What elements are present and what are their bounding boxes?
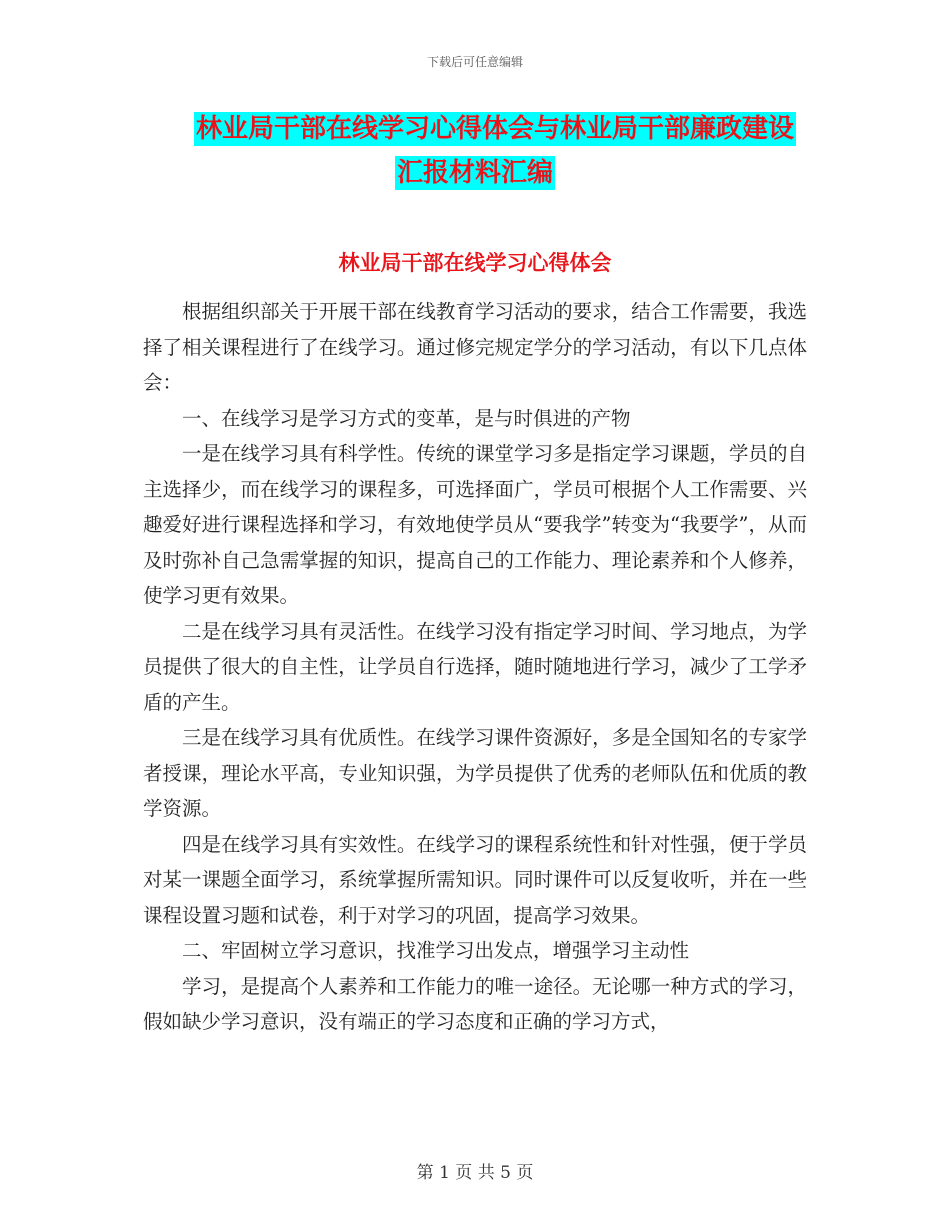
- paragraph: 四是在线学习具有实效性。在线学习的课程系统性和针对性强，便于学员对某一课题全面学习，系统掌握所需知识。同时课件可以反复收听，并在一些课程设置习题和试卷，利于对学习的巩固，提高学习效果。: [143, 832, 807, 927]
- page-header: 下载后可任意编辑: [426, 55, 523, 69]
- paragraph: 二是在线学习具有灵活性。在线学习没有指定学习时间、学习地点，为学员提供了很大的自主性，让学员自行选择，随时随地进行学习，减少了工学矛盾的产生。: [143, 619, 807, 714]
- paragraph: 一、在线学习是学习方式的变革，是与时俱进的产物: [182, 406, 631, 430]
- document-title-text-1: 林业局干部在线学习心得体会与林业局干部廉政建设: [195, 114, 794, 144]
- document-body: [143, 294, 807, 1040]
- paragraph: 二、牢固树立学习意识，找准学习出发点，增强学习主动性: [182, 939, 690, 962]
- document-title-line-1: [0, 112, 950, 146]
- page-footer: 第 1 页 共 5 页: [416, 1163, 534, 1183]
- document-title-line-2: [0, 156, 950, 190]
- paragraph: 一是在线学习具有科学性。传统的课堂学习多是指定学习课题，学员的自主选择少，而在线学习的课程多，可选择面广，学员可根据个人工作需要、兴趣爱好进行课程选择和学习，有效地使学员从“要我学”转变为“我要学”，从而及时弥补自己急需掌握的知识，提高自己的工作能力、理论素养和个人修养，使学习更有效果。: [143, 442, 807, 607]
- paragraph: 三是在线学习具有优质性。在线学习课件资源好，多是全国知名的专家学者授课，理论水平高，专业知识强，为学员提供了优秀的老师队伍和优质的教学资源。: [143, 726, 807, 820]
- paragraph: 根据组织部关于开展干部在线教育学习活动的要求，结合工作需要，我选择了相关课程进行了在线学习。通过修完规定学分的学习活动，有以下几点体会：: [143, 300, 807, 394]
- document-title-text-2: 汇报材料汇编: [396, 158, 553, 188]
- section-title: 林业局干部在线学习心得体会: [338, 251, 612, 275]
- paragraph: 学习，是提高个人素养和工作能力的唯一途径。无论哪一种方式的学习，假如缺少学习意识，没有端正的学习态度和正确的学习方式，: [143, 974, 807, 1033]
